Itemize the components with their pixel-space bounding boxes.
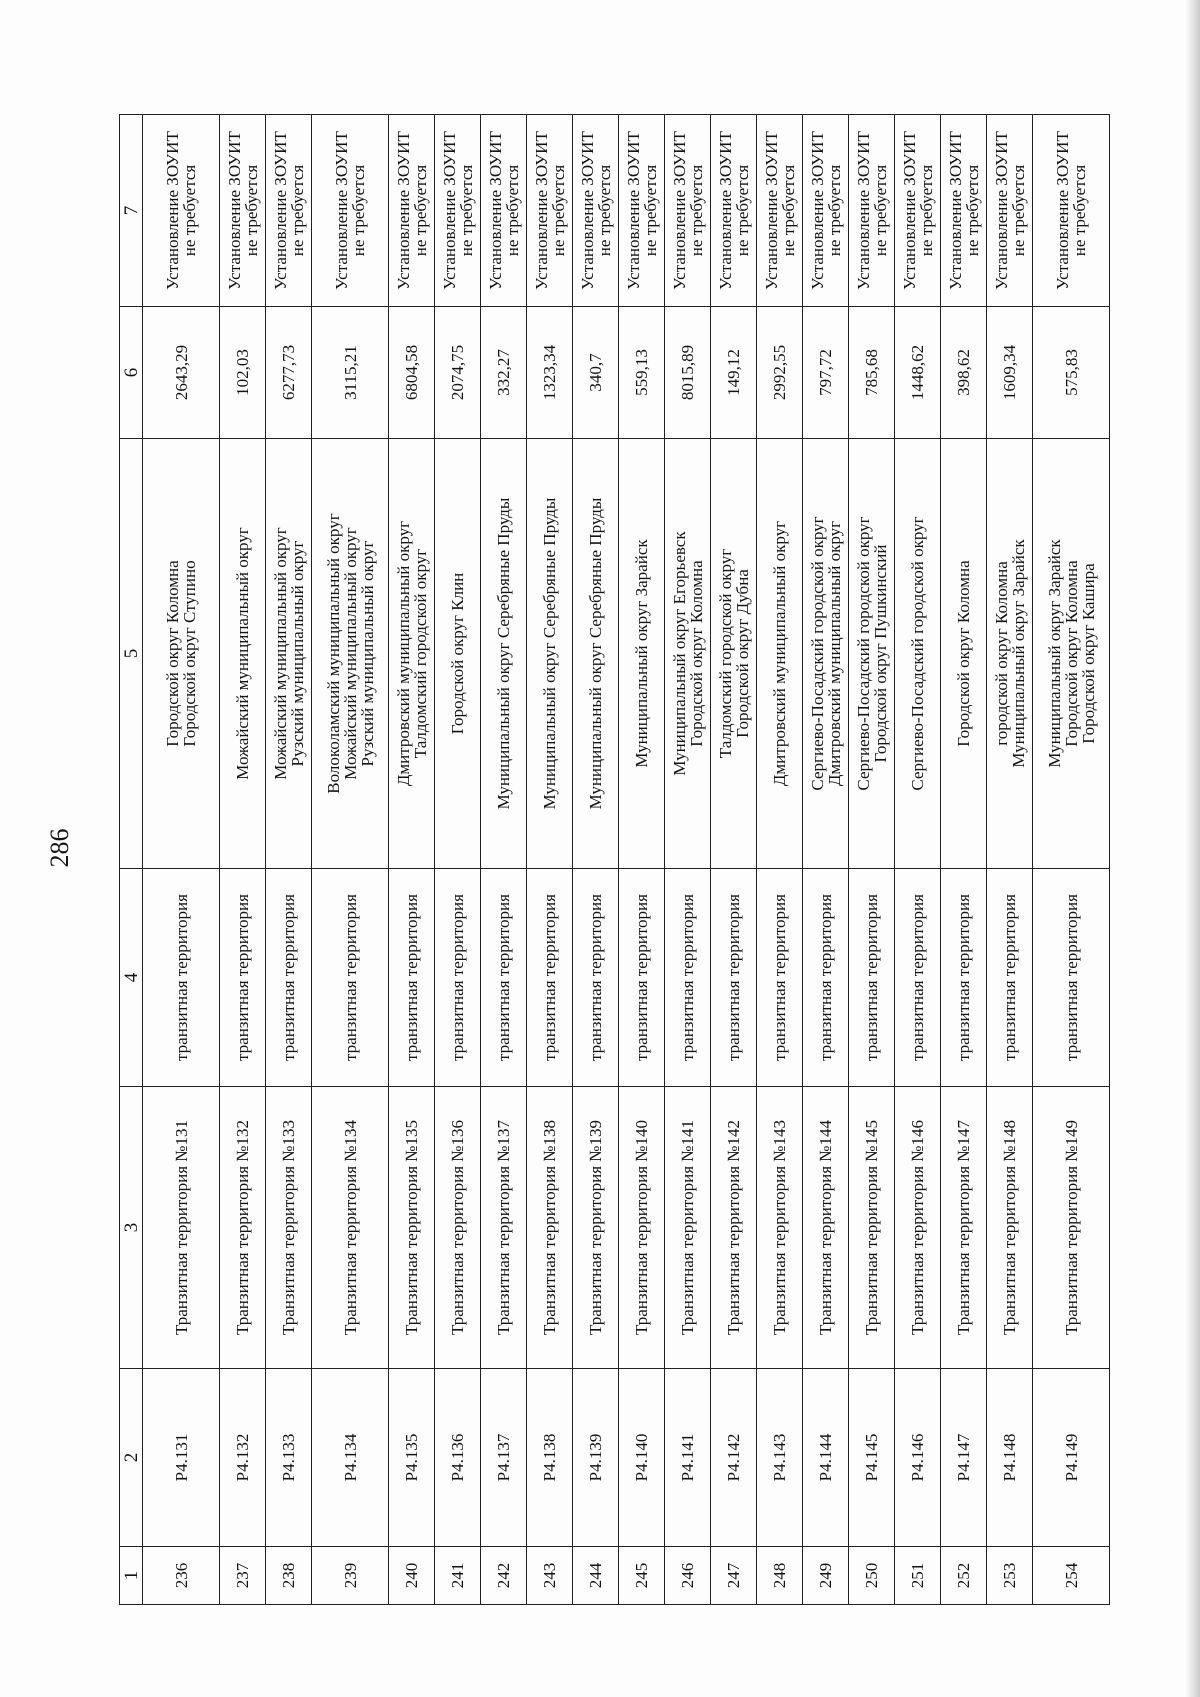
area-cell: 1448,62	[895, 307, 941, 439]
territory-type-cell: транзитная территория	[665, 869, 711, 1087]
territory-type-cell: транзитная территория	[389, 869, 435, 1087]
district-line: Можайский муниципальный округ	[340, 527, 360, 780]
area-cell: 149,12	[711, 307, 757, 439]
zouit-line: не требуется	[916, 164, 936, 257]
table-row	[849, 115, 895, 1605]
districts-cell	[849, 439, 895, 869]
row-number-cell: 247	[711, 1547, 757, 1605]
code-cell: Р4.132	[220, 1369, 266, 1547]
territory-name-cell: Транзитная территория №131	[143, 1087, 220, 1369]
area-cell: 575,83	[1033, 307, 1110, 439]
area-cell: 8015,89	[665, 307, 711, 439]
territory-name-cell: Транзитная территория №147	[941, 1087, 987, 1369]
code-cell: Р4.146	[895, 1369, 941, 1547]
zouit-line: Установление ЗОУИТ	[761, 131, 781, 290]
districts-cell	[573, 439, 619, 869]
zouit-line: не требуется	[778, 164, 798, 257]
code-cell: Р4.138	[527, 1369, 573, 1547]
zouit-line: Установление ЗОУИТ	[270, 131, 290, 290]
zouit-cell	[987, 115, 1033, 307]
row-number-cell: 236	[143, 1547, 220, 1605]
area-cell: 6277,73	[266, 307, 312, 439]
table-row	[619, 115, 665, 1605]
row-number-cell: 245	[619, 1547, 665, 1605]
zouit-line: Установление ЗОУИТ	[163, 131, 182, 290]
row-number-cell: 246	[665, 1547, 711, 1605]
zouit-line: не требуется	[1070, 164, 1089, 257]
zouit-line: Установление ЗОУИТ	[669, 131, 689, 290]
table-row	[987, 115, 1033, 1605]
table-body	[143, 115, 1110, 1605]
districts-cell	[941, 439, 987, 869]
district-line: Сергиево-Посадский городской округ	[908, 516, 927, 791]
zouit-line: не требуется	[502, 164, 522, 257]
zouit-cell	[941, 115, 987, 307]
zouit-line: не требуется	[456, 164, 476, 257]
zouit-line: Установление ЗОУИТ	[224, 131, 244, 290]
district-line: Городской округ Коломна	[163, 560, 182, 747]
territory-name-cell: Транзитная территория №148	[987, 1087, 1033, 1369]
column-header: 3	[120, 1087, 143, 1369]
zouit-cell	[757, 115, 803, 307]
code-cell: Р4.144	[803, 1369, 849, 1547]
area-cell: 340,7	[573, 307, 619, 439]
code-cell: Р4.139	[573, 1369, 619, 1547]
territory-type-cell: транзитная территория	[266, 869, 312, 1087]
zouit-line: Установление ЗОУИТ	[623, 131, 643, 290]
zouit-line: не требуется	[686, 164, 706, 257]
row-number-cell: 238	[266, 1547, 312, 1605]
row-number-cell: 243	[527, 1547, 573, 1605]
zouit-line: Установление ЗОУИТ	[899, 131, 919, 290]
zouit-line: Установление ЗОУИТ	[1053, 131, 1072, 290]
territory-name-cell: Транзитная территория №132	[220, 1087, 266, 1369]
territory-type-cell: транзитная территория	[527, 869, 573, 1087]
area-cell: 102,03	[220, 307, 266, 439]
table-row	[481, 115, 527, 1605]
districts-cell	[711, 439, 757, 869]
zouit-line: Установление ЗОУИТ	[577, 131, 597, 290]
row-number-cell: 250	[849, 1547, 895, 1605]
table-row	[220, 115, 266, 1605]
territory-name-cell: Транзитная территория №139	[573, 1087, 619, 1369]
table-row	[389, 115, 435, 1605]
zouit-cell	[435, 115, 481, 307]
territory-name-cell: Транзитная территория №135	[389, 1087, 435, 1369]
transit-territories-table	[119, 114, 1110, 1605]
district-line: Городской округ Кашира	[1078, 563, 1098, 744]
zouit-line: Установление ЗОУИТ	[991, 131, 1011, 290]
district-line: Городской округ Коломна	[954, 560, 973, 747]
district-line: Можайский муниципальный округ	[270, 527, 290, 780]
territory-type-cell: транзитная территория	[573, 869, 619, 1087]
districts-cell	[895, 439, 941, 869]
table-row	[312, 115, 389, 1605]
row-number-cell: 244	[573, 1547, 619, 1605]
district-line: Дмитровский муниципальный округ	[824, 520, 844, 787]
district-line: Городской округ Дубна	[732, 569, 752, 738]
header-row	[120, 115, 143, 1605]
district-line: Городской округ Коломна	[686, 560, 706, 747]
column-header: 7	[120, 115, 143, 307]
table-row	[711, 115, 757, 1605]
page-number: 286	[45, 828, 74, 868]
territory-type-cell: транзитная территория	[849, 869, 895, 1087]
district-line: Муниципальный округ Серебряные Пруды	[494, 497, 513, 810]
district-line: Муниципальный округ Зарайск	[1008, 539, 1028, 768]
row-number-cell: 248	[757, 1547, 803, 1605]
table-row	[665, 115, 711, 1605]
code-cell: Р4.147	[941, 1369, 987, 1547]
zouit-line: не требуется	[410, 164, 430, 257]
table-row	[803, 115, 849, 1605]
zouit-line: не требуется	[962, 164, 982, 257]
column-header: 2	[120, 1369, 143, 1547]
territory-name-cell: Транзитная территория №149	[1033, 1087, 1110, 1369]
scan-edge-shadow	[1186, 0, 1200, 1697]
zouit-cell	[803, 115, 849, 307]
district-line: Муниципальный округ Зарайск	[632, 539, 651, 768]
zouit-line: не требуется	[349, 164, 368, 257]
territory-type-cell: транзитная территория	[481, 869, 527, 1087]
territory-name-cell: Транзитная территория №134	[312, 1087, 389, 1369]
zouit-line: Установление ЗОУИТ	[807, 131, 827, 290]
district-line: городской округ Коломна	[991, 561, 1011, 746]
districts-cell	[435, 439, 481, 869]
zouit-line: Установление ЗОУИТ	[332, 131, 351, 290]
code-cell: Р4.141	[665, 1369, 711, 1547]
zouit-cell	[849, 115, 895, 307]
zouit-line: Установление ЗОУИТ	[485, 131, 505, 290]
districts-cell	[220, 439, 266, 869]
districts-cell	[619, 439, 665, 869]
territory-type-cell: транзитная территория	[312, 869, 389, 1087]
code-cell: Р4.131	[143, 1369, 220, 1547]
area-cell: 1609,34	[987, 307, 1033, 439]
territory-type-cell: транзитная территория	[757, 869, 803, 1087]
district-line: Городской округ Пушкинский	[870, 544, 890, 763]
district-line: Сергиево-Посадский городской округ	[807, 516, 827, 791]
district-line: Рузский муниципальный округ	[287, 540, 307, 767]
row-number-cell: 240	[389, 1547, 435, 1605]
district-line: Дмитровский муниципальный округ	[393, 520, 413, 787]
rotated-table-wrapper	[119, 115, 1098, 1605]
code-cell: Р4.143	[757, 1369, 803, 1547]
row-number-cell: 241	[435, 1547, 481, 1605]
zouit-cell	[527, 115, 573, 307]
zouit-cell	[220, 115, 266, 307]
district-line: Муниципальный округ Серебряные Пруды	[540, 497, 559, 810]
column-header: 1	[120, 1547, 143, 1605]
territory-name-cell: Транзитная территория №137	[481, 1087, 527, 1369]
code-cell: Р4.142	[711, 1369, 757, 1547]
districts-cell	[389, 439, 435, 869]
district-line: Можайский муниципальный округ	[233, 527, 252, 780]
territory-type-cell: транзитная территория	[220, 869, 266, 1087]
district-line: Рузский муниципальный округ	[357, 540, 377, 767]
table-row	[1033, 115, 1110, 1605]
territory-type-cell: транзитная территория	[941, 869, 987, 1087]
district-line: Талдомский городской округ	[715, 548, 735, 759]
territory-name-cell: Транзитная территория №133	[266, 1087, 312, 1369]
column-header: 4	[120, 869, 143, 1087]
district-line: Сергиево-Посадский городской округ	[853, 516, 873, 791]
column-header: 5	[120, 439, 143, 869]
zouit-line: Установление ЗОУИТ	[531, 131, 551, 290]
districts-cell	[803, 439, 849, 869]
zouit-cell	[389, 115, 435, 307]
territory-name-cell: Транзитная территория №136	[435, 1087, 481, 1369]
territory-name-cell: Транзитная территория №146	[895, 1087, 941, 1369]
zouit-line: не требуется	[180, 164, 199, 257]
zouit-line: не требуется	[870, 164, 890, 257]
districts-cell	[987, 439, 1033, 869]
zouit-cell	[711, 115, 757, 307]
row-number-cell: 249	[803, 1547, 849, 1605]
row-number-cell: 251	[895, 1547, 941, 1605]
territory-type-cell: транзитная территория	[619, 869, 665, 1087]
table-row	[435, 115, 481, 1605]
territory-name-cell: Транзитная территория №138	[527, 1087, 573, 1369]
territory-type-cell: транзитная территория	[711, 869, 757, 1087]
table-row	[757, 115, 803, 1605]
districts-cell	[143, 439, 220, 869]
territory-name-cell: Транзитная территория №142	[711, 1087, 757, 1369]
row-number-cell: 254	[1033, 1547, 1110, 1605]
area-cell: 332,27	[481, 307, 527, 439]
code-cell: Р4.145	[849, 1369, 895, 1547]
row-number-cell: 242	[481, 1547, 527, 1605]
row-number-cell: 239	[312, 1547, 389, 1605]
district-line: Городской округ Клин	[448, 572, 467, 735]
territory-type-cell: транзитная территория	[435, 869, 481, 1087]
zouit-cell	[312, 115, 389, 307]
row-number-cell: 253	[987, 1547, 1033, 1605]
zouit-cell	[895, 115, 941, 307]
territory-name-cell: Транзитная территория №145	[849, 1087, 895, 1369]
zouit-line: Установление ЗОУИТ	[439, 131, 459, 290]
code-cell: Р4.135	[389, 1369, 435, 1547]
table-row	[143, 115, 220, 1605]
area-cell: 3115,21	[312, 307, 389, 439]
zouit-cell	[266, 115, 312, 307]
territory-type-cell: транзитная территория	[895, 869, 941, 1087]
area-cell: 398,62	[941, 307, 987, 439]
districts-cell	[481, 439, 527, 869]
table-row	[895, 115, 941, 1605]
zouit-line: не требуется	[287, 164, 307, 257]
zouit-cell	[481, 115, 527, 307]
zouit-line: не требуется	[241, 164, 261, 257]
territory-name-cell: Транзитная территория №140	[619, 1087, 665, 1369]
districts-cell	[1033, 439, 1110, 869]
column-header: 6	[120, 307, 143, 439]
zouit-line: не требуется	[732, 164, 752, 257]
districts-cell	[665, 439, 711, 869]
districts-cell	[266, 439, 312, 869]
area-cell: 1323,34	[527, 307, 573, 439]
area-cell: 2643,29	[143, 307, 220, 439]
zouit-line: Установление ЗОУИТ	[853, 131, 873, 290]
districts-cell	[757, 439, 803, 869]
territory-name-cell: Транзитная территория №143	[757, 1087, 803, 1369]
district-line: Муниципальный округ Серебряные Пруды	[586, 497, 605, 810]
zouit-line: не требуется	[1008, 164, 1028, 257]
area-cell: 6804,58	[389, 307, 435, 439]
row-number-cell: 237	[220, 1547, 266, 1605]
territory-type-cell: транзитная территория	[803, 869, 849, 1087]
zouit-cell	[573, 115, 619, 307]
table-row	[266, 115, 312, 1605]
table-row	[573, 115, 619, 1605]
district-line: Дмитровский муниципальный округ	[770, 520, 789, 787]
zouit-line: Установление ЗОУИТ	[945, 131, 965, 290]
zouit-cell	[1033, 115, 1110, 307]
territory-type-cell: транзитная территория	[1033, 869, 1110, 1087]
territory-type-cell: транзитная территория	[143, 869, 220, 1087]
district-line: Городской округ Коломна	[1061, 560, 1081, 747]
area-cell: 785,68	[849, 307, 895, 439]
zouit-line: не требуется	[594, 164, 614, 257]
area-cell: 559,13	[619, 307, 665, 439]
territory-name-cell: Транзитная территория №141	[665, 1087, 711, 1369]
districts-cell	[527, 439, 573, 869]
territory-name-cell: Транзитная территория №144	[803, 1087, 849, 1369]
table-row	[527, 115, 573, 1605]
code-cell: Р4.149	[1033, 1369, 1110, 1547]
district-line: Волоколамский муниципальный округ	[323, 513, 343, 794]
code-cell: Р4.134	[312, 1369, 389, 1547]
code-cell: Р4.148	[987, 1369, 1033, 1547]
zouit-line: Установление ЗОУИТ	[715, 131, 735, 290]
area-cell: 2074,75	[435, 307, 481, 439]
territory-type-cell: транзитная территория	[987, 869, 1033, 1087]
area-cell: 797,72	[803, 307, 849, 439]
zouit-line: не требуется	[548, 164, 568, 257]
zouit-line: не требуется	[640, 164, 660, 257]
zouit-line: не требуется	[824, 164, 844, 257]
zouit-line: Установление ЗОУИТ	[393, 131, 413, 290]
districts-cell	[312, 439, 389, 869]
code-cell: Р4.136	[435, 1369, 481, 1547]
row-number-cell: 252	[941, 1547, 987, 1605]
code-cell: Р4.137	[481, 1369, 527, 1547]
zouit-cell	[143, 115, 220, 307]
district-line: Муниципальный округ Егорьевск	[669, 531, 689, 776]
district-line: Талдомский городской округ	[410, 548, 430, 759]
district-line: Муниципальный округ Зарайск	[1044, 539, 1064, 768]
code-cell: Р4.133	[266, 1369, 312, 1547]
zouit-cell	[619, 115, 665, 307]
area-cell: 2992,55	[757, 307, 803, 439]
zouit-cell	[665, 115, 711, 307]
district-line: Городской округ Ступино	[180, 560, 199, 747]
table-row	[941, 115, 987, 1605]
code-cell: Р4.140	[619, 1369, 665, 1547]
